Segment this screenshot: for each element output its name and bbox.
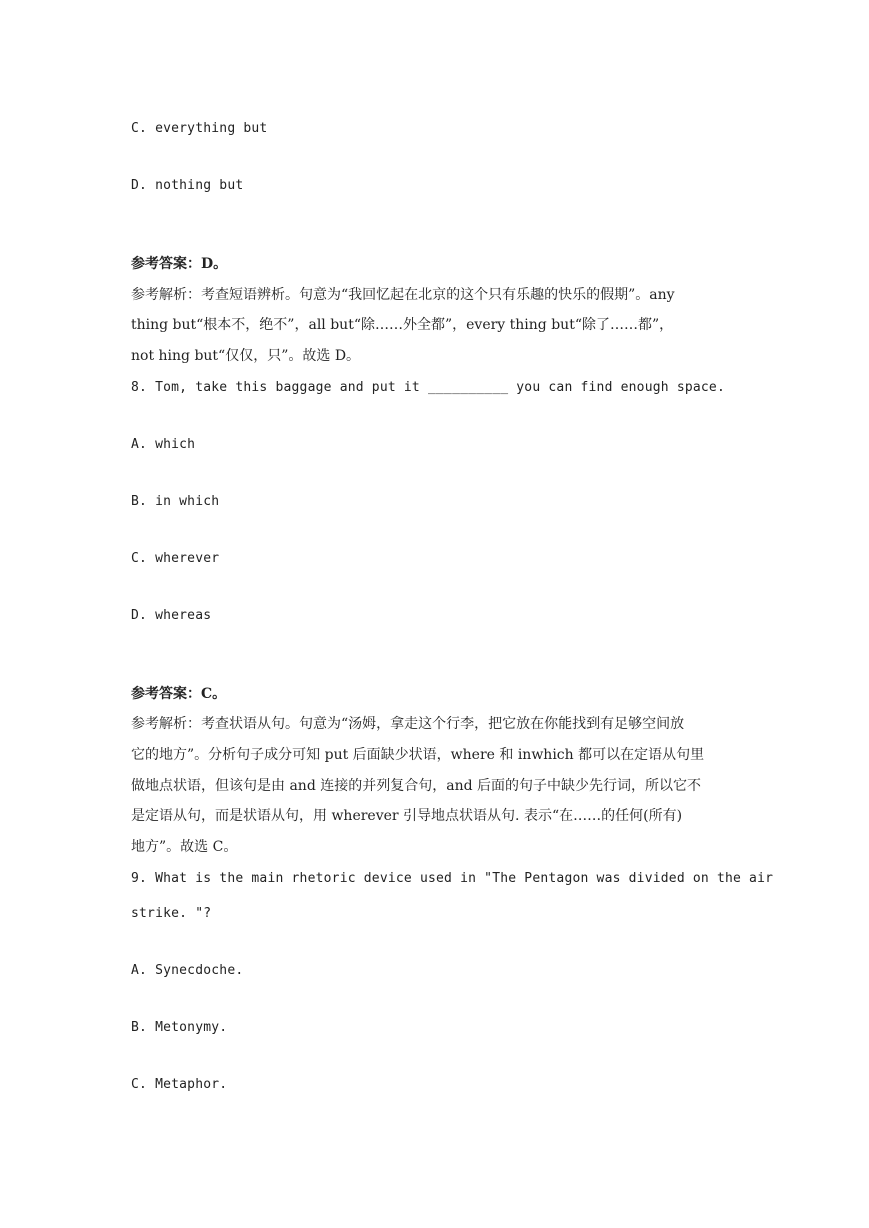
q7-answer: 参考答案：D。 bbox=[131, 256, 228, 272]
q7-option-d: D. nothing but bbox=[131, 178, 244, 193]
q8-analysis-line-1: 参考解析：考查状语从句。句意为“汤姆，拿走这个行李，把它放在你能找到有足够空间放 bbox=[131, 716, 685, 732]
q7-analysis-line-2: thing but“根本不，绝不”，all but“除……外全都”，every thing but“除了……都”， bbox=[131, 317, 674, 333]
q8-analysis-line-5: 地方”。故选 C。 bbox=[131, 839, 238, 855]
q8-option-a: A. which bbox=[131, 437, 196, 452]
q7-analysis-line-3: not hing but“仅仅，只”。故选 D。 bbox=[131, 348, 361, 364]
q8-option-b: B. in which bbox=[131, 494, 220, 509]
q8-analysis-line-4: 是定语从句，而是状语从句，用 wherever 引导地点状语从句. 表示“在……的任何(所有) bbox=[131, 808, 683, 824]
q7-option-c: C. everything but bbox=[131, 121, 268, 136]
q8-analysis-line-3: 做地点状语，但该句是由 and 连接的并列复合句，and 后面的句子中缺少先行词，所以它不 bbox=[131, 778, 701, 794]
q9-option-b: B. Metonymy. bbox=[131, 1020, 228, 1035]
q9-stem-line-2: strike. "? bbox=[131, 906, 212, 921]
q8-analysis-line-2: 它的地方”。分析句子成分可知 put 后面缺少状语，where 和 inwhich 都可以在定语从句里 bbox=[131, 747, 705, 763]
q8-option-c: C. wherever bbox=[131, 551, 220, 566]
q9-option-c: C. Metaphor. bbox=[131, 1077, 228, 1092]
q8-option-d: D. whereas bbox=[131, 608, 212, 623]
q7-analysis-line-1: 参考解析：考查短语辨析。句意为“我回忆起在北京的这个只有乐趣的快乐的假期”。any bbox=[131, 287, 675, 303]
q8-stem: 8. Tom, take this baggage and put it __________ you can find enough space. bbox=[131, 380, 725, 395]
q8-answer: 参考答案：C。 bbox=[131, 686, 227, 702]
q9-stem-line-1: 9. What is the main rhetoric device used in "The Pentagon was divided on the air bbox=[131, 871, 774, 886]
q9-option-a: A. Synecdoche. bbox=[131, 963, 244, 978]
